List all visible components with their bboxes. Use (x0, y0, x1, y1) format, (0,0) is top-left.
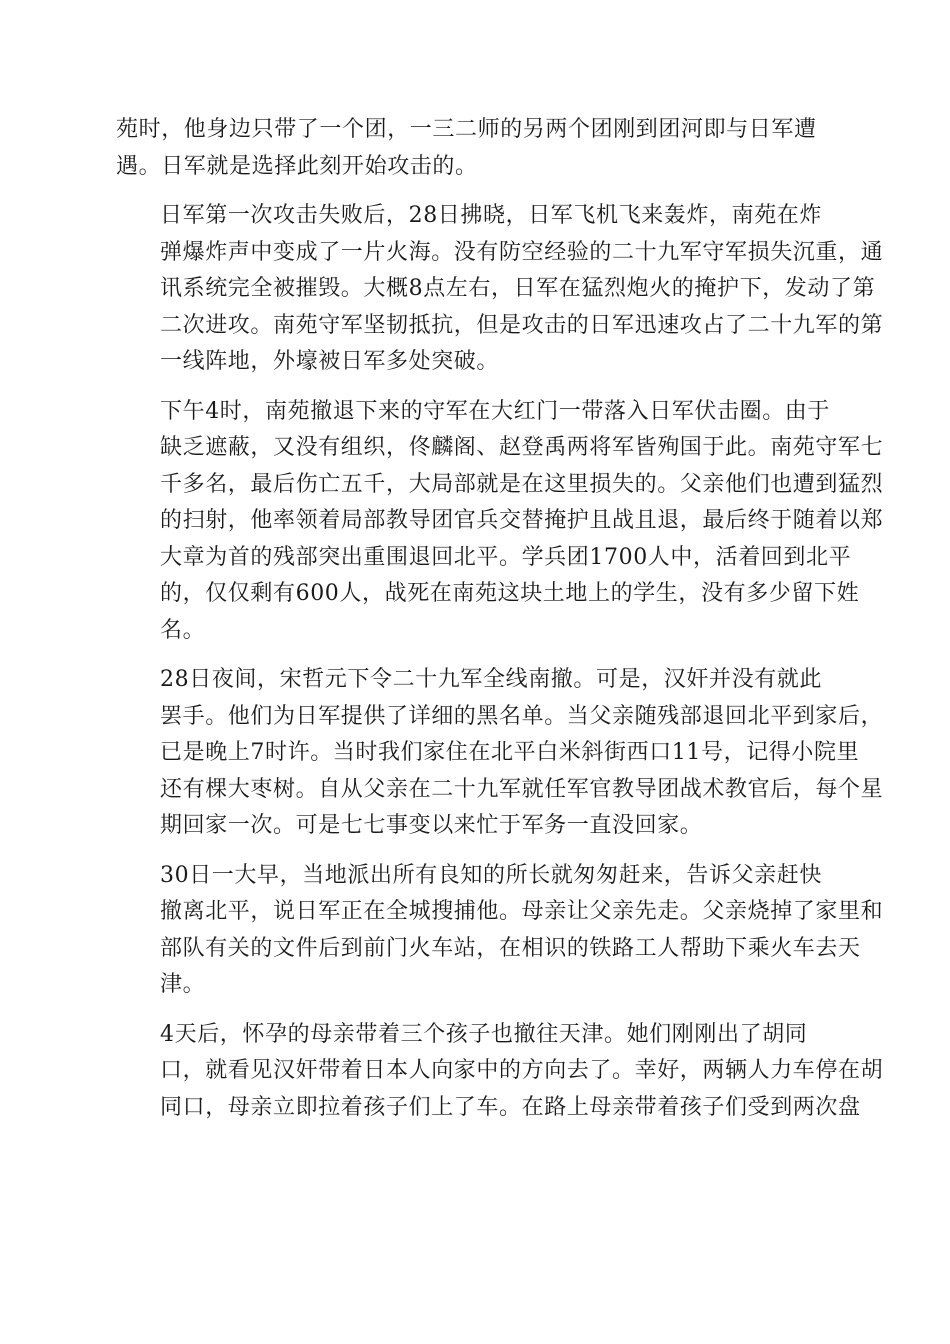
text-line: 同口，母亲立即拉着孩子们上了车。在路上母亲带着孩子们受到两次盘 (160, 1094, 861, 1120)
text-line: 津。 (160, 972, 206, 997)
text-line: 部队有关的文件后到前门火车站，在相识的铁路工人帮助下乘火车去天 (160, 935, 861, 961)
text-line: 的扫射，他率领着局部教导团官兵交替掩护且战且退，最后终于随着以郑 (160, 508, 884, 533)
text-line: 苑时，他身边只带了一个团，一三二师的另两个团刚到团河即与日军遭 (116, 117, 817, 142)
text-line: 下午4时，南苑撤退下来的守军在大红门一带落入日军伏击圈。由于 (160, 398, 830, 424)
text-line: 一线阵地，外壕被日军多处突破。 (160, 349, 500, 374)
paragraph-4 (116, 662, 884, 845)
text-line: 弹爆炸声中变成了一片火海。没有防空经验的二十九军守军损失沉重，通 (160, 239, 884, 265)
text-line: 期回家一次。可是七七事变以来忙于军务一直没回家。 (160, 813, 703, 838)
text-line: 撤离北平，说日军正在全城搜捕他。母亲让父亲先走。父亲烧掉了家里和 (160, 899, 884, 924)
text-line: 罢手。他们为日军提供了详细的黑名单。当父亲随残部退回北平到家后， (160, 703, 884, 729)
paragraph-3 (116, 394, 884, 650)
text-line: 缺乏遮蔽，又没有组织，佟麟阁、赵登禹两将军皆殉国于此。南苑守军七 (160, 435, 884, 460)
body-text (116, 112, 884, 1139)
text-line: 30日一大早，当地派出所有良知的所长就匆匆赶来，告诉父亲赶快 (160, 862, 822, 888)
text-line: 遇。日军就是选择此刻开始攻击的。 (116, 153, 478, 179)
text-line: 日军第一次攻击失败后，28日拂晓，日军飞机飞来轰炸，南苑在炸 (160, 203, 822, 228)
text-line: 28日夜间，宋哲元下令二十九军全线南撤。可是，汉奸并没有就此 (160, 667, 822, 692)
text-line: 已是晚上7时许。当时我们家住在北平白米斜街西口11号，记得小院里 (160, 740, 860, 765)
paragraph-5 (116, 858, 884, 1004)
text-line: 大章为首的残部突出重围退回北平。学兵团1700人中，活着回到北平 (160, 544, 852, 570)
text-line: 还有棵大枣树。自从父亲在二十九军就任军官教导团战术教官后，每个星 (160, 776, 884, 802)
text-line: 千多名，最后伤亡五千，大局部就是在这里损失的。父亲他们也遭到猛烈 (160, 471, 884, 497)
paragraph-2 (116, 198, 884, 381)
text-line: 口，就看见汉奸带着日本人向家中的方向去了。幸好，两辆人力车停在胡 (160, 1058, 884, 1083)
paragraph-6 (116, 1017, 884, 1127)
text-line: 讯系统完全被摧毁。大概8点左右，日军在猛烈炮火的掩护下，发动了第 (160, 276, 876, 301)
text-line: 4天后，怀孕的母亲带着三个孩子也撤往天津。她们刚刚出了胡同 (160, 1021, 808, 1047)
text-line: 二次进攻。南苑守军坚韧抵抗，但是攻击的日军迅速攻占了二十九军的第 (160, 312, 884, 338)
text-line: 的，仅仅剩有600人，战死在南苑这块土地上的学生，没有多少留下姓 (160, 581, 860, 606)
text-line: 名。 (160, 617, 206, 643)
paragraph-1 (116, 112, 834, 185)
